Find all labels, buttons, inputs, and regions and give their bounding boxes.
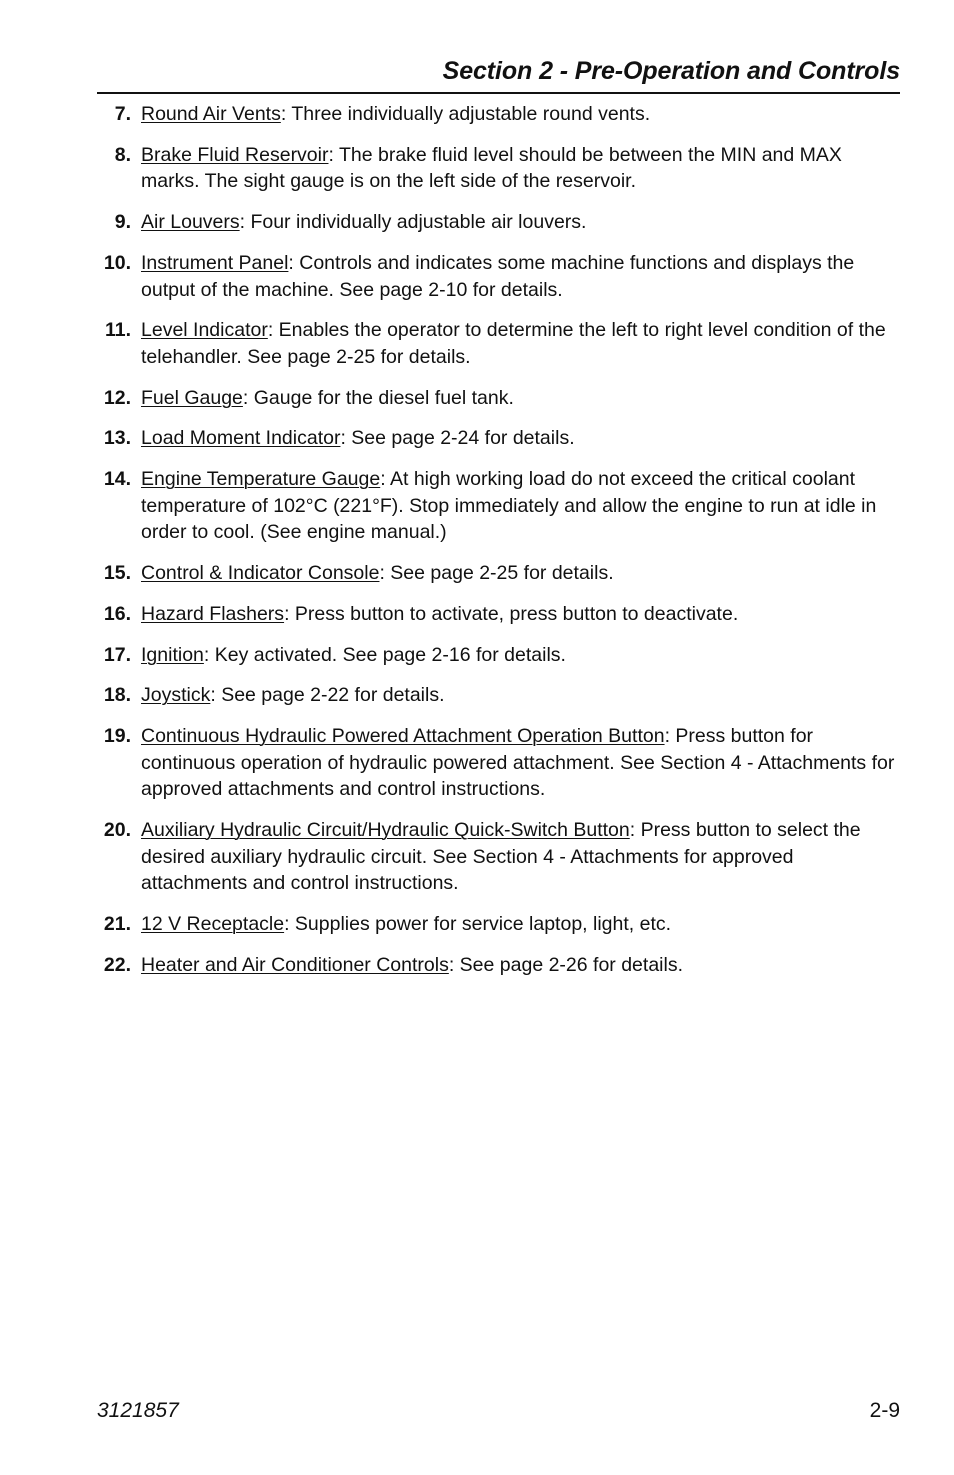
page-header — [97, 56, 900, 94]
item-description: : Press button for continuous operation of hydraulic powered attachment. See Section 4 - Attachments for approved attachments and control instructions. — [141, 724, 895, 801]
item-term: 12 V Receptacle — [141, 913, 285, 936]
item-number: 19. — [103, 724, 131, 747]
item-description: : At high working load do not exceed the critical coolant temperature of 102°C (221°F). Stop immediately and allow the engine to run at idle in order to cool. (See engine manual.) — [141, 468, 877, 544]
item-description: : Enables the operator to determine the left to right level condition of the telehandler. See page 2-25 for details. — [141, 319, 886, 368]
item-term: Heater and Air Conditioner Controls — [141, 953, 449, 976]
item-term: Brake Fluid Reservoir — [141, 143, 329, 166]
list-item — [97, 911, 900, 938]
item-description: : Three individually adjustable round vents. — [280, 103, 651, 125]
item-description: : See page 2-25 for details. — [379, 562, 614, 585]
item-term: Load Moment Indicator — [141, 427, 341, 450]
list-item — [97, 425, 900, 452]
item-term: Ignition — [141, 643, 204, 666]
item-number: 15. — [103, 562, 131, 585]
item-number: 10. — [103, 251, 131, 274]
item-number: 11. — [104, 319, 131, 342]
page-number: 2-9 — [869, 1399, 900, 1422]
item-term: Round Air Vents — [141, 103, 281, 125]
item-description: : Controls and indicates some machine functions and displays the output of the machine. See page 2-10 for details. — [141, 251, 855, 301]
item-number: 14. — [103, 468, 131, 491]
item-number: 18. — [103, 684, 131, 707]
controls-list — [97, 101, 900, 993]
list-item — [97, 142, 900, 195]
list-item — [97, 952, 900, 979]
item-description: : Key activated. See page 2-16 for details. — [203, 643, 566, 666]
item-description: : See page 2-22 for details. — [210, 684, 445, 707]
list-item — [97, 250, 900, 303]
item-term: Continuous Hydraulic Powered Attachment Operation Button — [141, 724, 665, 747]
item-description: : The brake fluid level should be between the MIN and MAX marks. The sight gauge is on the left side of the reservoir. — [141, 143, 842, 193]
item-number: 9. — [114, 211, 131, 234]
list-item — [97, 817, 900, 897]
item-number: 17. — [103, 643, 131, 666]
item-number: 13. — [103, 427, 131, 450]
list-item — [97, 723, 900, 803]
item-number: 16. — [103, 602, 131, 625]
item-term: Auxiliary Hydraulic Circuit/Hydraulic Quick-Switch Button — [141, 819, 630, 842]
item-description: : See page 2-26 for details. — [448, 953, 683, 976]
item-number: 22. — [103, 953, 131, 976]
item-term: Joystick — [141, 684, 211, 707]
list-item — [97, 101, 900, 128]
section-title: Section 2 - Pre-Operation and Controls — [442, 57, 900, 85]
item-number: 12. — [103, 386, 131, 409]
item-term: Hazard Flashers — [141, 602, 285, 625]
item-description: : Press button to activate, press button to deactivate. — [284, 602, 739, 625]
list-item — [97, 682, 900, 709]
item-description: : Supplies power for service laptop, light, etc. — [284, 913, 672, 936]
item-term: Engine Temperature Gauge — [141, 468, 381, 491]
item-number: 7. — [114, 103, 131, 125]
item-term: Instrument Panel — [141, 251, 289, 274]
item-number: 20. — [103, 819, 131, 842]
document-number: 3121857 — [97, 1399, 179, 1422]
item-description: : Gauge for the diesel fuel tank. — [242, 386, 514, 409]
item-description: : Press button to select the desired auxiliary hydraulic circuit. See Section 4 - Attachments for approved attachments and control instructions. — [141, 819, 861, 895]
list-item — [97, 601, 900, 628]
list-item — [97, 209, 900, 236]
item-term: Fuel Gauge — [141, 386, 243, 409]
item-number: 21. — [103, 913, 131, 936]
list-item — [97, 560, 900, 587]
item-description: : See page 2-24 for details. — [340, 427, 575, 450]
item-number: 8. — [114, 143, 131, 166]
item-term: Level Indicator — [141, 319, 268, 342]
list-item — [97, 642, 900, 669]
item-term: Control & Indicator Console — [141, 562, 380, 585]
list-item — [97, 385, 900, 412]
item-term: Air Louvers — [141, 211, 240, 234]
list-item — [97, 317, 900, 370]
list-item — [97, 466, 900, 546]
item-description: : Four individually adjustable air louvers. — [239, 211, 587, 234]
